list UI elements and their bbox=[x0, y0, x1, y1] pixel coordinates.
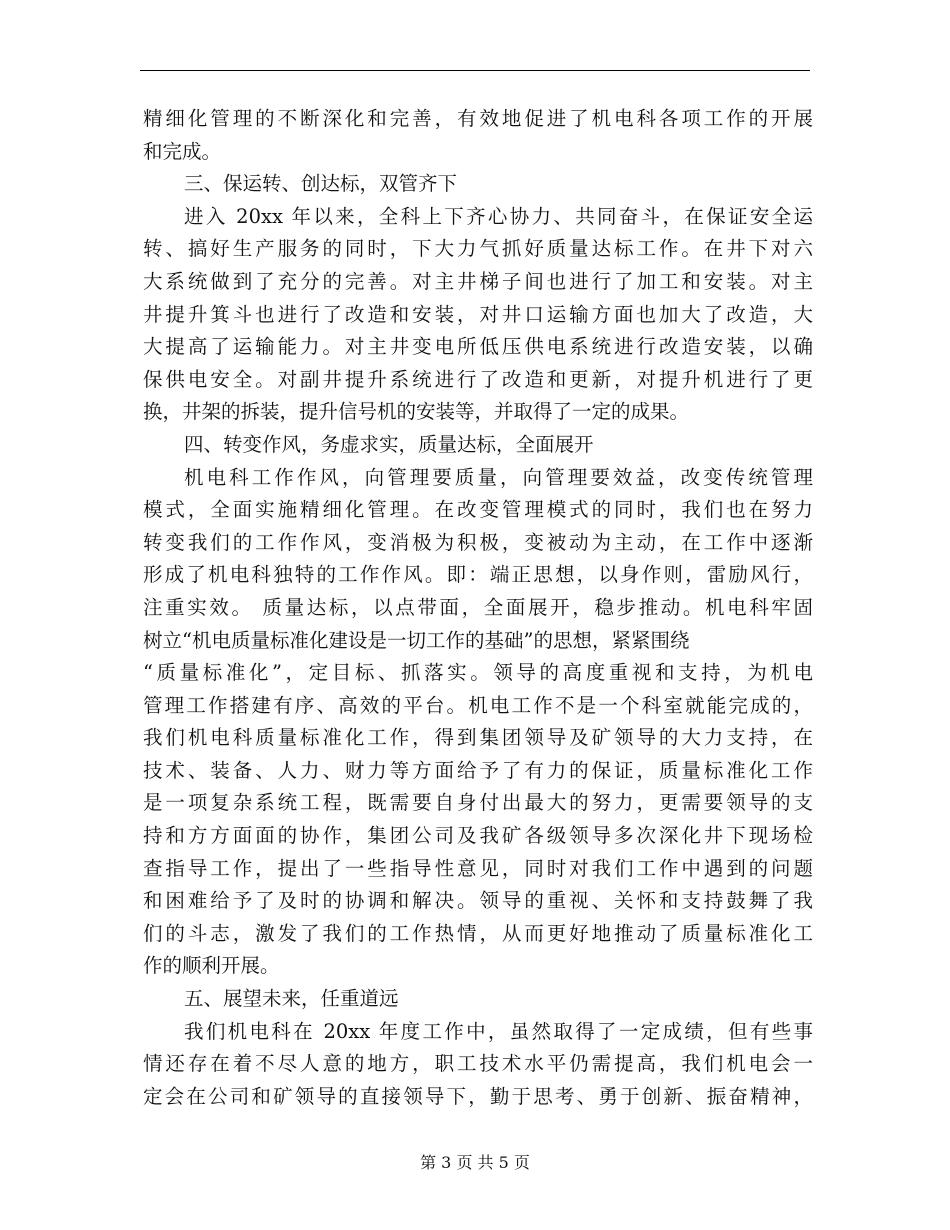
text-line: 查指导工作，提出了一些指导性意见，同时对我们工作中遇到的问题 bbox=[143, 856, 813, 880]
text-line: 大系统做到了充分的完善。对主井梯子间也进行了加工和安装。对主 bbox=[143, 269, 813, 293]
text-line: 定会在公司和矿领导的直接领导下，勤于思考、勇于创新、振奋精神， bbox=[143, 1084, 813, 1108]
text-line: 持和方方面面的协作，集团公司及我矿各级领导多次深化井下现场检 bbox=[143, 824, 813, 848]
text-line: 模式，全面实施精细化管理。在改变管理模式的同时，我们也在努力 bbox=[143, 498, 813, 522]
text-line: 们的斗志，激发了我们的工作热情，从而更好地推动了质量标准化工 bbox=[143, 921, 813, 945]
text-line: 井提升箕斗也进行了改造和安装，对井口运输方面也加大了改造，大 bbox=[143, 302, 813, 326]
text-line: 我们机电科在 20xx 年度工作中，虽然取得了一定成绩，但有些事 bbox=[184, 1019, 813, 1043]
text-line: 精细化管理的不断深化和完善，有效地促进了机电科各项工作的开展 bbox=[143, 107, 813, 130]
text-line: “质量标准化”，定目标、抓落实。领导的高度重视和支持，为机电 bbox=[143, 661, 813, 685]
text-line: 和困难给予了及时的协调和解决。领导的重视、关怀和支持鼓舞了我 bbox=[143, 889, 813, 913]
text-line: 是一项复杂系统工程，既需要自身付出最大的努力，更需要领导的支 bbox=[143, 791, 813, 815]
text-line: 大提高了运输能力。对主井变电所低压供电系统进行改造安装，以确 bbox=[143, 335, 813, 359]
text-line: 情还存在着不尽人意的地方，职工技术水平仍需提高，我们机电会一 bbox=[143, 1052, 813, 1076]
text-line: 转、搞好生产服务的同时，下大力气抓好质量达标工作。在井下对六 bbox=[143, 237, 813, 261]
text-line: 注重实效。 质量达标，以点带面，全面展开，稳步推动。机电科牢固 bbox=[143, 595, 813, 619]
text-line: 转变我们的工作作风，变消极为积极，变被动为主动，在工作中逐渐 bbox=[143, 530, 813, 554]
text-line: 树立“机电质量标准化建设是一切工作的基础”的思想，紧紧围绕 bbox=[143, 628, 690, 652]
text-line: 作的顺利开展。 bbox=[143, 954, 280, 978]
text-line: 机电科工作作风，向管理要质量，向管理要效益，改变传统管理 bbox=[184, 465, 813, 489]
text-line: 进入 20xx 年以来，全科上下齐心协力、共同奋斗，在保证安全运 bbox=[184, 204, 813, 228]
header-rule bbox=[140, 70, 810, 71]
text-line: 我们机电科质量标准化工作，得到集团领导及矿领导的大力支持，在 bbox=[143, 726, 813, 750]
section-heading: 五、展望未来，任重道远 bbox=[184, 987, 399, 1011]
text-line: 换，井架的拆装，提升信号机的安装等，并取得了一定的成果。 bbox=[143, 400, 690, 424]
text-line: 技术、装备、人力、财力等方面给予了有力的保证，质量标准化工作 bbox=[143, 758, 813, 782]
text-line: 保供电安全。对副井提升系统进行了改造和更新，对提升机进行了更 bbox=[143, 367, 813, 391]
text-line: 管理工作搭建有序、高效的平台。机电工作不是一个科室就能完成的， bbox=[143, 693, 813, 717]
text-line: 和完成。 bbox=[143, 139, 222, 163]
text-line: 形成了机电科独特的工作作风。即：端正思想，以身作则，雷励风行， bbox=[143, 563, 813, 587]
section-heading: 四、转变作风，务虚求实，质量达标，全面展开 bbox=[184, 432, 594, 456]
section-heading: 三、保运转、创达标，双管齐下 bbox=[184, 172, 458, 196]
page-number: 第 3 页 共 5 页 bbox=[420, 1153, 530, 1172]
document-body bbox=[143, 103, 813, 1113]
